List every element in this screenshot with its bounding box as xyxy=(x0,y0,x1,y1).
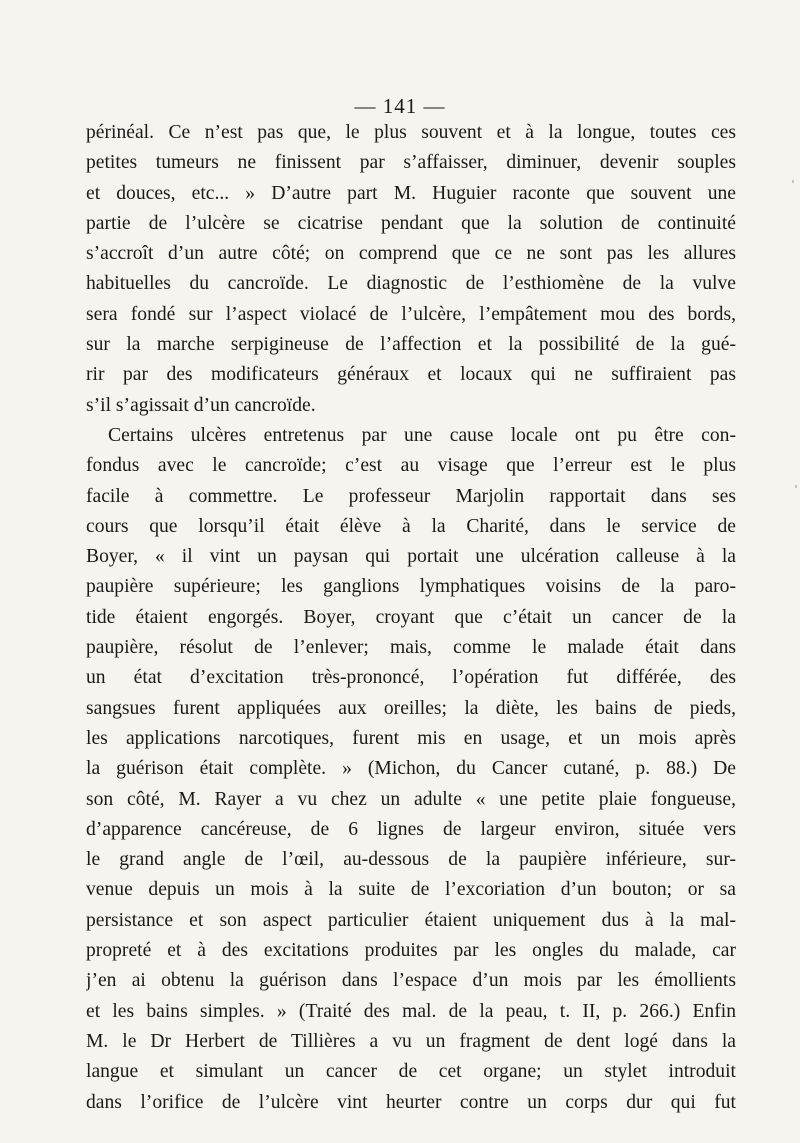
text-line: et douces, etc... » D’autre part M. Huguier raconte que souvent une xyxy=(86,182,736,204)
text-line: M. le Dr Herbert de Tillières a vu un fragment de dent logé dans la xyxy=(86,1030,736,1052)
text-line: Boyer, « il vint un paysan qui portait une ulcération calleuse à la xyxy=(86,546,736,568)
text-line: petites tumeurs ne finissent par s’affaisser, diminuer, devenir souples xyxy=(86,152,736,174)
text-line: s’accroît d’un autre côté; on comprend que ce ne sont pas les allures xyxy=(86,243,736,265)
text-line: et les bains simples. » (Traité des mal. de la peau, t. II, p. 266.) Enfin xyxy=(86,1000,736,1022)
paper-speck xyxy=(792,180,794,183)
text-line: fondus avec le cancroïde; c’est au visage que l’erreur est le plus xyxy=(86,455,736,477)
paragraph xyxy=(86,118,736,421)
page-number: — 141 — xyxy=(354,94,446,118)
text-line: venue depuis un mois à la suite de l’excoriation d’un bouton; or sa xyxy=(86,879,736,901)
text-line: rir par des modificateurs généraux et locaux qui ne suffiraient pas xyxy=(86,364,736,386)
text-line: la guérison était complète. » (Michon, du Cancer cutané, p. 88.) De xyxy=(86,758,736,780)
text-line: partie de l’ulcère se cicatrise pendant que la solution de continuité xyxy=(86,212,736,234)
text-line: j’en ai obtenu la guérison dans l’espace d’un mois par les émollients xyxy=(86,970,736,992)
text-line: paupière, résolut de l’enlever; mais, comme le malade était dans xyxy=(86,637,736,659)
text-line: habituelles du cancroïde. Le diagnostic de l’esthiomène de la vulve xyxy=(86,273,736,295)
text-line: sangsues furent appliquées aux oreilles; la diète, les bains de pieds, xyxy=(86,697,736,719)
text-line: d’apparence cancéreuse, de 6 lignes de largeur environ, située vers xyxy=(86,818,736,840)
text-line: Certains ulcères entretenus par une cause locale ont pu être con- xyxy=(108,424,736,446)
text-line: facile à commettre. Le professeur Marjolin rapportait dans ses xyxy=(86,485,736,507)
text-line: son côté, M. Rayer a vu chez un adulte « une petite plaie fongueuse, xyxy=(86,788,736,810)
text-line: dans l’orifice de l’ulcère vint heurter contre un corps dur qui fut xyxy=(86,1091,736,1113)
text-line: sera fondé sur l’aspect violacé de l’ulcère, l’empâtement mou des bords, xyxy=(86,303,736,325)
text-line: un état d’excitation très-prononcé, l’opération fut différée, des xyxy=(86,667,736,689)
text-line: périnéal. Ce n’est pas que, le plus souvent et à la longue, toutes ces xyxy=(86,122,736,143)
text-line: le grand angle de l’œil, au-dessous de la paupière inférieure, sur- xyxy=(86,849,736,871)
paragraph xyxy=(86,421,736,1118)
text-line: propreté et à des excitations produites par les ongles du malade, car xyxy=(86,940,736,962)
body-text xyxy=(86,118,736,1118)
text-line: sur la marche serpigineuse de l’affection et la possibilité de la gué- xyxy=(86,334,736,356)
text-line: paupière supérieure; les ganglions lymphatiques voisins de la paro- xyxy=(86,576,736,598)
text-line: persistance et son aspect particulier étaient uniquement dus à la mal- xyxy=(86,909,736,931)
text-line: les applications narcotiques, furent mis en usage, et un mois après xyxy=(86,727,736,749)
text-line: tide étaient engorgés. Boyer, croyant que c’était un cancer de la xyxy=(86,606,736,628)
text-line: cours que lorsqu’il était élève à la Charité, dans le service de xyxy=(86,515,736,537)
paper-speck xyxy=(795,485,797,488)
text-line: s’il s’agissait d’un cancroïde. xyxy=(86,394,316,416)
text-line: langue et simulant un cancer de cet organe; un stylet introduit xyxy=(86,1061,736,1083)
